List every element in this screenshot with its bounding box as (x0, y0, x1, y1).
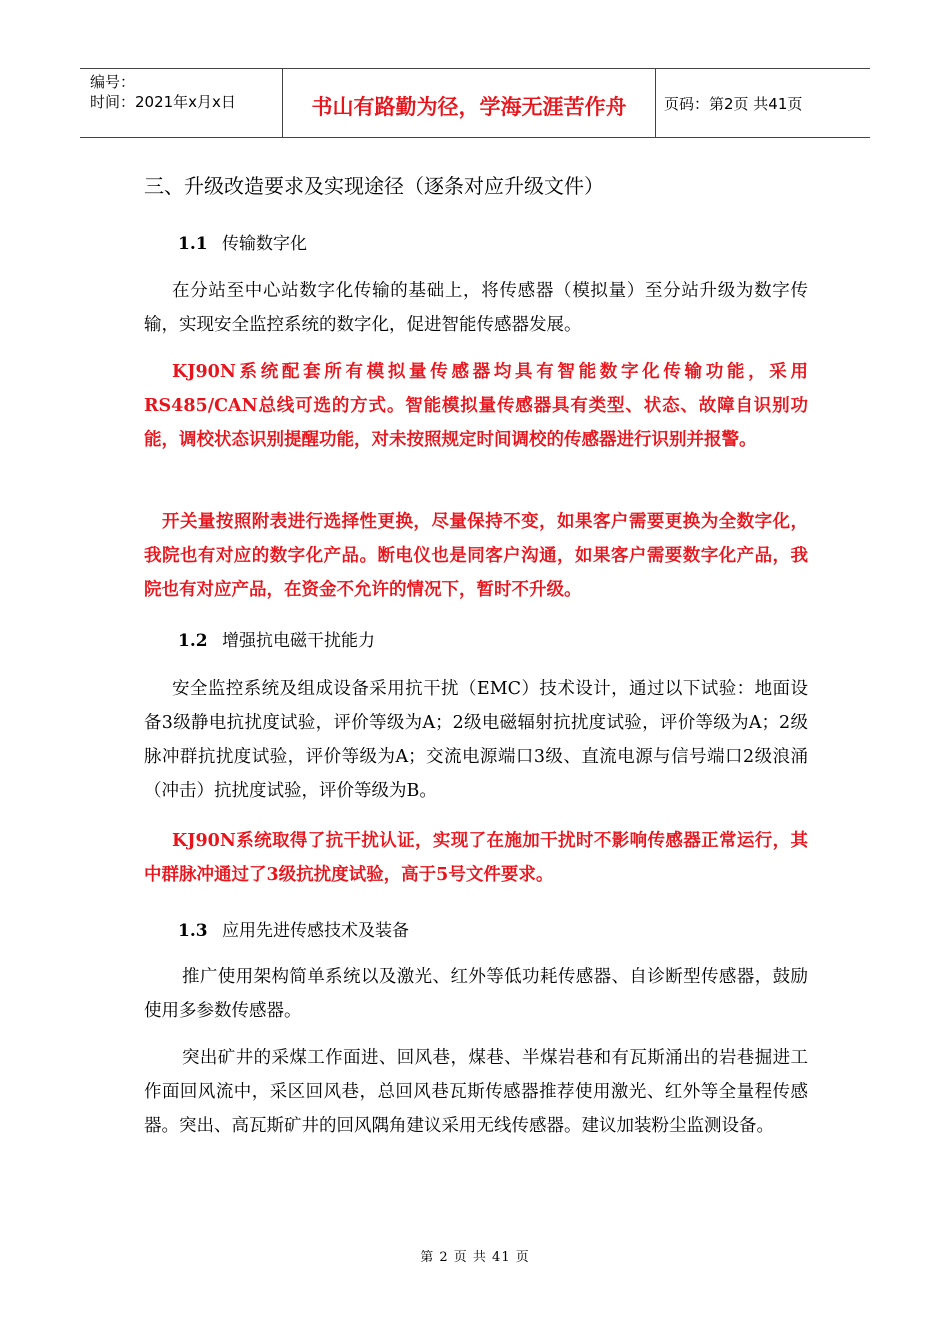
subsection-title: 增强抗电磁干扰能力 (222, 631, 375, 651)
paragraph-emphasis: KJ90N系统取得了抗干扰认证，实现了在施加干扰时不影响传感器正常运行，其中群脉冲通过了3级抗扰度试验，高于5号文件要求。 (144, 831, 808, 885)
section-title: 三、升级改造要求及实现途径（逐条对应升级文件） (144, 174, 604, 198)
subsection-number: 1.1 (178, 234, 208, 254)
header-motto-cell (283, 69, 656, 137)
subsection-title: 应用先进传感技术及装备 (222, 921, 409, 941)
document-header (80, 68, 870, 138)
header-meta-cell (80, 69, 283, 137)
subsection-heading-1-2 (178, 626, 842, 651)
paragraph: 推广使用架构简单系统以及激光、红外等低功耗传感器、自诊断型传感器，鼓励使用多参数传感器。 (144, 967, 808, 1021)
paragraph: 突出矿井的采煤工作面进、回风巷，煤巷、半煤岩巷和有瓦斯涌出的岩巷掘进工作面回风流中，采区回风巷，总回风巷瓦斯传感器推荐使用激光、红外等全量程传感器。突出、高瓦斯矿井的回风隅角建议采用无线传感器。建议加装粉尘监测设备。 (144, 1048, 808, 1136)
subsection-title: 传输数字化 (222, 234, 307, 254)
motto-text: 书山有路勤为径，学海无涯苦作舟 (311, 95, 627, 119)
paragraph: 安全监控系统及组成设备采用抗干扰（EMC）技术设计，通过以下试验：地面设备3级静电抗扰度试验，评价等级为A；2级电磁辐射抗扰度试验，评价等级为A；2级脉冲群抗扰度试验，评价等级为A；交流电源端口3级、直流电源与信号端口2级浪涌（冲击）抗扰度试验，评价等级为B。 (144, 679, 808, 801)
subsection-heading-1-1 (178, 229, 842, 254)
subsection-number: 1.2 (178, 631, 208, 651)
header-page-info: 页码：第2页 共41页 (664, 95, 803, 113)
page-footer: 第 2 页 共 41 页 (420, 1250, 530, 1265)
time-label: 时间：2021年x月x日 (90, 93, 236, 111)
paragraph-emphasis: KJ90N系统配套所有模拟量传感器均具有智能数字化传输功能，采用RS485/CAN总线可选的方式。智能模拟量传感器具有类型、状态、故障自识别功能，调校状态识别提醒功能，对未按照规定时间调校的传感器进行识别并报警。 (144, 362, 808, 450)
paragraph: 在分站至中心站数字化传输的基础上，将传感器（模拟量）至分站升级为数字传输，实现安全监控系统的数字化，促进智能传感器发展。 (144, 281, 808, 335)
subsection-heading-1-3 (178, 916, 842, 941)
subsection-number: 1.3 (178, 921, 208, 941)
header-page-cell (656, 69, 870, 137)
paragraph-emphasis: 开关量按照附表进行选择性更换，尽量保持不变，如果客户需要更换为全数字化，我院也有对应的数字化产品。断电仪也是同客户沟通，如果客户需要数字化产品，我院也有对应产品，在资金不允许的情况下，暂时不升级。 (144, 512, 808, 600)
number-label: 编号： (90, 73, 136, 91)
